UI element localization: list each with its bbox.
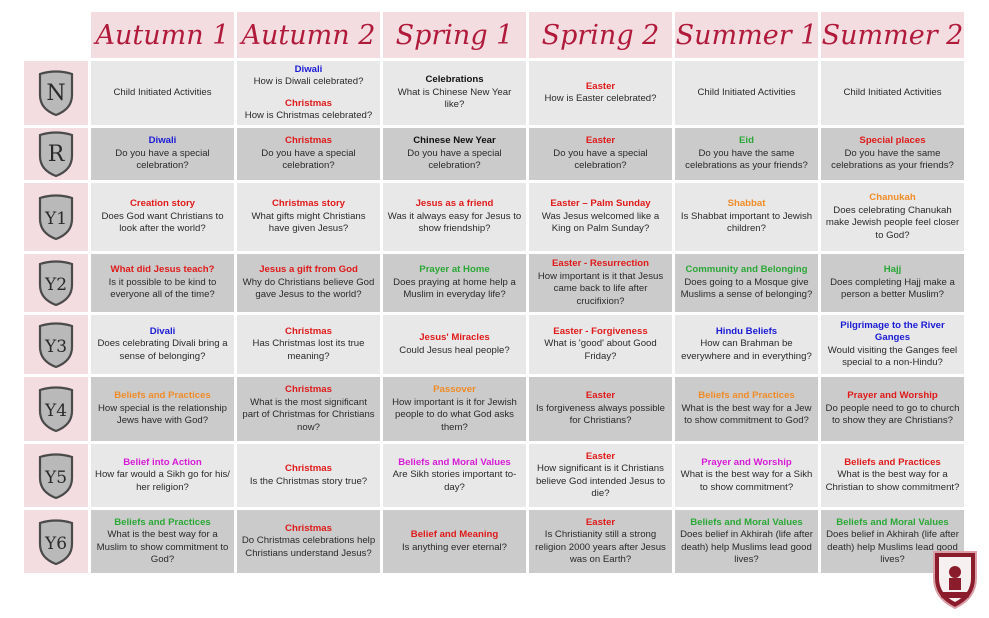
cell-y6-spring-1: [383, 510, 526, 573]
topic-title: Beliefs and Moral Values: [398, 456, 511, 468]
column-header-autumn-2: Autumn 2: [237, 12, 380, 58]
cell-y6-spring-2: [529, 510, 672, 573]
key-question: Do Christmas celebrations help Christians understand Jesus?: [241, 535, 376, 559]
cell-r-summer-2: [821, 128, 964, 180]
topic-title: Easter – Palm Sunday: [550, 198, 651, 210]
row-label-text: Y1: [44, 209, 68, 229]
topic-title: Hajj: [883, 264, 902, 276]
row-label-y1: [24, 183, 88, 251]
row-label-y5: [24, 444, 88, 507]
row-label-text: Y5: [44, 467, 68, 488]
key-question: Child Initiated Activities: [113, 86, 212, 98]
row-label-r: [24, 128, 88, 180]
cell-y4-summer-1: [675, 377, 818, 441]
shield-icon: [36, 385, 76, 433]
topic-title: Creation story: [129, 198, 196, 210]
key-question: Is the Christmas story true?: [249, 475, 368, 487]
topic-title: Christmas: [285, 325, 332, 337]
key-question: Does belief in Akhirah (life after death) help Muslims lead good lives?: [826, 529, 959, 565]
key-question: Child Initiated Activities: [697, 86, 796, 98]
topic-title: Diwali: [294, 63, 323, 75]
cell-y3-spring-2: [529, 315, 672, 374]
key-question: What is the best way for a Christian to show commitment?: [825, 469, 960, 493]
topic-title: Easter: [585, 390, 616, 402]
topic-title: Easter - Resurrection: [551, 258, 650, 269]
key-question: Why do Christians believe God gave Jesus to the world?: [242, 276, 375, 301]
cell-y5-spring-1: [383, 444, 526, 507]
key-question: What is 'good' about Good Friday?: [544, 338, 657, 362]
key-question: Is Christianity still a strong religion 2000 years after Jesus was on Earth?: [535, 529, 666, 565]
topic-title: Diwali: [148, 135, 177, 147]
cell-y4-summer-2: [821, 377, 964, 441]
shield-icon: [36, 130, 76, 178]
key-question: Has Christmas lost its true meaning?: [252, 338, 365, 362]
topic-title: Special places: [859, 135, 926, 147]
topic-title: Beliefs and Practices: [114, 390, 211, 402]
cell-y3-summer-1: [675, 315, 818, 374]
key-question: Do you have a special celebration?: [261, 147, 356, 172]
cell-y6-summer-1: [675, 510, 818, 573]
topic-title: Pilgrimage to the River Ganges: [840, 319, 945, 343]
cell-n-summer-2: [821, 61, 964, 125]
cell-y2-summer-1: [675, 254, 818, 312]
topic-title: Passover: [433, 384, 476, 395]
cell-y1-spring-2: [529, 183, 672, 251]
topic-title: Chinese New Year: [413, 135, 496, 147]
cell-y2-autumn-1: [91, 254, 234, 312]
row-label-y6: [24, 510, 88, 573]
key-question: Would visiting the Ganges feel special to a non-Hindu?: [827, 344, 958, 368]
cell-y5-summer-2: [821, 444, 964, 507]
column-header-spring-2: Spring 2: [529, 12, 672, 58]
shield-icon: [36, 518, 76, 566]
topic-title: Jesus a gift from God: [259, 264, 358, 276]
cell-y2-spring-2: [529, 254, 672, 312]
topic-title: Easter: [585, 516, 616, 528]
row-label-text: Y4: [44, 401, 68, 421]
curriculum-grid: [24, 12, 964, 573]
cell-n-spring-2: [529, 61, 672, 125]
cell-y1-summer-2: [821, 183, 964, 251]
key-question: How far would a Sikh go for his/ her religion?: [95, 469, 230, 493]
topic-title: Shabbat: [727, 198, 766, 210]
cell-y4-autumn-1: [91, 377, 234, 441]
row-label-n: [24, 61, 88, 125]
cell-y1-autumn-1: [91, 183, 234, 251]
topic-title: Christmas story: [271, 198, 346, 210]
cell-y5-autumn-1: [91, 444, 234, 507]
topic-title: Christmas: [285, 384, 332, 395]
row-label-text: Y3: [44, 336, 68, 357]
topic-title: Christmas: [285, 135, 332, 147]
key-question: What is the best way for a Muslim to show commitment to God?: [96, 529, 229, 565]
key-question: Do you have the same celebrations as your friends?: [685, 147, 808, 172]
row-label-y2: [24, 254, 88, 312]
cell-y1-autumn-2: [237, 183, 380, 251]
key-question: Is forgiveness always possible for Christians?: [535, 402, 666, 427]
key-question: Does praying at home help a Muslim in everyday life?: [393, 276, 516, 301]
shield-icon: [36, 193, 76, 241]
key-question: How is Christmas celebrated?: [244, 110, 373, 121]
key-question: Are Sikh stories important to-day?: [392, 469, 517, 493]
column-header-summer-2: Summer 2: [821, 12, 964, 58]
row-label-text: R: [47, 142, 65, 167]
topic-title: Prayer and Worship: [701, 456, 792, 468]
cell-y4-spring-1: [383, 377, 526, 441]
topic-title: Beliefs and Moral Values: [836, 516, 949, 528]
cell-y4-spring-2: [529, 377, 672, 441]
cell-r-spring-1: [383, 128, 526, 180]
grid-corner: [24, 12, 88, 58]
key-question: How is Diwali celebrated?: [253, 76, 364, 87]
topic-title: Jesus as a friend: [415, 198, 494, 210]
topic-title: Christmas: [285, 522, 332, 534]
cell-y2-spring-1: [383, 254, 526, 312]
key-question: Do you have a special celebration?: [115, 147, 210, 172]
cell-n-summer-1: [675, 61, 818, 125]
cell-y6-autumn-2: [237, 510, 380, 573]
row-label-text: Y6: [44, 533, 68, 554]
shield-icon: [36, 259, 76, 307]
topic-title: Christmas: [285, 97, 332, 109]
cell-y5-spring-2: [529, 444, 672, 507]
cell-r-autumn-1: [91, 128, 234, 180]
key-question: What is Chinese New Year like?: [397, 86, 512, 111]
shield-icon: [36, 321, 76, 369]
topic-title: Divali: [149, 325, 176, 337]
cell-r-summer-1: [675, 128, 818, 180]
school-crest-logo: [930, 548, 980, 610]
key-question: Was it always easy for Jesus to show friendship?: [387, 210, 522, 235]
key-question: Does celebrating Divali bring a sense of belonging?: [97, 338, 228, 362]
row-label-y3: [24, 315, 88, 374]
key-question: Does going to a Mosque give Muslims a sense of belonging?: [680, 276, 813, 301]
key-question: What is the best way for a Sikh to show commitment?: [680, 469, 813, 493]
topic-title: Jesus' Miracles: [419, 332, 490, 343]
topic-title: Beliefs and Moral Values: [690, 516, 803, 528]
row-label-y4: [24, 377, 88, 441]
key-question: Does celebrating Chanukah make Jewish people feel closer to God?: [825, 204, 960, 241]
key-question: Child Initiated Activities: [843, 86, 942, 98]
row-label-text: Y2: [44, 275, 68, 295]
key-question: What is the most significant part of Christmas for Christians now?: [242, 396, 375, 433]
topic-title: Beliefs and Practices: [698, 390, 795, 402]
topic-title: Belief and Meaning: [410, 529, 499, 540]
key-question: Does belief in Akhirah (life after death) help Muslims lead good lives?: [680, 529, 813, 565]
cell-y2-autumn-2: [237, 254, 380, 312]
topic-title: Eid: [739, 135, 754, 147]
key-question: Was Jesus welcomed like a King on Palm Sunday?: [541, 210, 660, 235]
topic-title: Easter - Forgiveness: [553, 325, 648, 337]
topic-title: Community and Belonging: [685, 264, 808, 276]
cell-y2-summer-2: [821, 254, 964, 312]
cell-r-autumn-2: [237, 128, 380, 180]
key-question: Does God want Christians to look after the world?: [101, 210, 224, 235]
cell-y5-summer-1: [675, 444, 818, 507]
cell-n-autumn-2: [237, 61, 380, 125]
topic-title: Prayer and Worship: [847, 390, 938, 402]
topic-title: Beliefs and Practices: [844, 456, 941, 468]
topic-title: Easter: [585, 80, 616, 92]
key-question: How is Easter celebrated?: [544, 93, 657, 104]
key-question: What gifts might Christians have given Jesus?: [251, 210, 366, 235]
topic-title: Prayer at Home: [419, 264, 490, 276]
column-header-summer-1: Summer 1: [675, 12, 818, 58]
topic-title: Belief into Action: [123, 456, 202, 468]
key-question: Do you have a special celebration?: [553, 147, 648, 172]
column-header-autumn-1: Autumn 1: [91, 12, 234, 58]
cell-y3-autumn-2: [237, 315, 380, 374]
key-question: Do people need to go to church to show they are Christians?: [825, 402, 960, 427]
cell-n-spring-1: [383, 61, 526, 125]
key-question: How special is the relationship Jews have with God?: [97, 402, 228, 427]
key-question: How significant is it Christians believe God intended Jesus to die?: [535, 463, 666, 499]
topic-title: Celebrations: [425, 74, 484, 86]
topic-title: Hindu Beliefs: [715, 325, 778, 337]
cell-y3-spring-1: [383, 315, 526, 374]
cell-n-autumn-1: [91, 61, 234, 125]
shield-icon: [36, 452, 76, 500]
key-question: Is it possible to be kind to everyone all of the time?: [108, 276, 217, 301]
topic-title: Beliefs and Practices: [114, 516, 211, 528]
key-question: How important is it for Jewish people to do what God asks them?: [392, 396, 517, 433]
topic-title: What did Jesus teach?: [110, 264, 215, 276]
key-question: What is the best way for a Jew to show commitment to God?: [681, 402, 812, 427]
column-header-spring-1: Spring 1: [383, 12, 526, 58]
cell-y4-autumn-2: [237, 377, 380, 441]
cell-y3-summer-2: [821, 315, 964, 374]
topic-title: Christmas: [285, 463, 332, 474]
cell-r-spring-2: [529, 128, 672, 180]
key-question: How can Brahman be everywhere and in everything?: [681, 338, 812, 362]
topic-title: Chanukah: [869, 192, 916, 203]
cell-y5-autumn-2: [237, 444, 380, 507]
key-question: Do you have a special celebration?: [407, 147, 502, 172]
key-question: Could Jesus heal people?: [399, 344, 510, 356]
key-question: Does completing Hajj make a person a better Muslim?: [830, 276, 955, 301]
shield-icon: [36, 69, 76, 117]
key-question: Is anything ever eternal?: [401, 541, 508, 553]
key-question: How important is it that Jesus came back to life after crucifixion?: [537, 270, 664, 307]
row-label-text: N: [46, 81, 66, 106]
topic-title: Easter: [585, 135, 616, 147]
topic-title: Easter: [585, 450, 616, 462]
cell-y3-autumn-1: [91, 315, 234, 374]
key-question: Is Shabbat important to Jewish children?: [680, 210, 813, 235]
key-question: Do you have the same celebrations as your friends?: [831, 147, 954, 172]
cell-y6-autumn-1: [91, 510, 234, 573]
cell-y1-spring-1: [383, 183, 526, 251]
cell-y1-summer-1: [675, 183, 818, 251]
